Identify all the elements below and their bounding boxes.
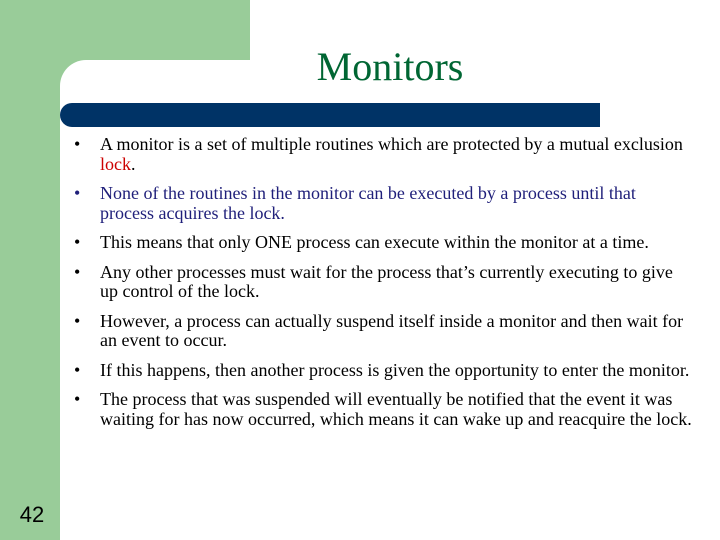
bullet-glyph: • [74, 359, 81, 380]
bullet-glyph: • [74, 389, 81, 409]
bullet-glyph: • [74, 134, 81, 154]
bullet-text: However, a process can actually suspend itself inside a monitor and then wait for an event to occur. [100, 310, 684, 350]
slide-number: 42 [19, 502, 45, 527]
bullet-item-2 [72, 184, 692, 223]
bullet-item-1 [72, 135, 692, 174]
slide-title: Monitors [316, 44, 464, 89]
bullet-item-7 [72, 390, 692, 429]
bullet-item-4 [72, 263, 692, 302]
bullet-text: This means that only ONE process can execute within the monitor at a time. [100, 232, 649, 252]
bullet-text-end: . [131, 153, 136, 174]
bullet-item-3 [72, 233, 692, 253]
bullet-glyph: • [74, 261, 81, 282]
decorative-green-band-left [0, 0, 60, 540]
bullet-glyph: • [74, 310, 81, 331]
bullet-text: If this happens, then another process is given the opportunity to enter the monitor. [100, 359, 690, 380]
highlight-word-lock: lock [100, 153, 131, 174]
bullet-text: Any other processes must wait for the process that’s currently executing to give up control of the lock. [100, 261, 673, 301]
bullet-glyph: • [74, 232, 81, 252]
bullet-item-6 [72, 361, 692, 381]
bullet-text: A monitor is a set of multiple routines which are protected by a mutual exclusion [100, 134, 683, 154]
bullet-list [72, 135, 692, 439]
title-underline-bar [60, 103, 600, 127]
bullet-text: The process that was suspended will eventually be notified that the event it was waiting for has now occurred, which means it can wake up and reacquire the lock. [100, 389, 692, 429]
bullet-glyph: • [74, 183, 81, 203]
bullet-text: None of the routines in the monitor can be executed by a process until that process acquires the lock. [100, 183, 636, 223]
bullet-item-5 [72, 312, 692, 351]
